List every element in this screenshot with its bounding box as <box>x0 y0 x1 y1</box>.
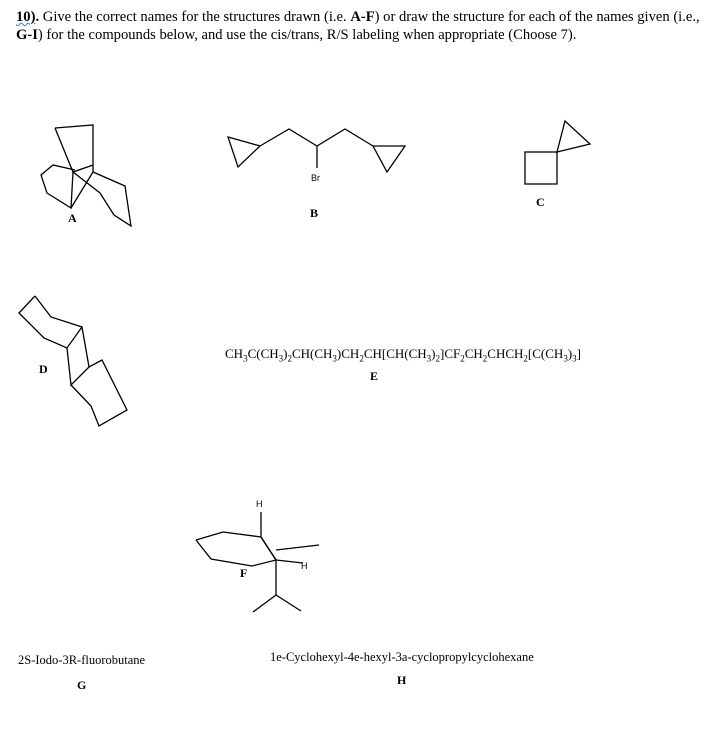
compound-name-h: 1e-Cyclohexyl-4e-hexyl-3a-cyclopropylcyclohexane <box>270 650 534 664</box>
label-h: H <box>397 673 407 687</box>
label-g: G <box>77 678 87 692</box>
formula-e: $CH_3C(CH_3)_2CH(CH_3)CH_2CH[CH(CH_3)_2]CF_2CH_2CHCH_2[C(CH_3)_3]$ <box>225 346 581 364</box>
compound-name-g: 2S-Iodo-3R-fluorobutane <box>18 653 146 667</box>
structure-d-drawing <box>19 296 127 426</box>
structure-b-drawing <box>228 129 405 172</box>
bromine-atom: Br <box>311 173 320 183</box>
hydrogen-top-atom: H <box>256 499 263 509</box>
label-a: A <box>68 211 77 225</box>
structure-c-drawing <box>525 121 590 184</box>
question-number: 10) <box>16 9 36 25</box>
label-e: E <box>370 369 379 383</box>
label-f: F <box>240 566 248 580</box>
structure-a-drawing <box>41 125 131 226</box>
label-b: B <box>310 206 319 220</box>
hydrogen-right-atom: H <box>301 561 308 571</box>
label-d: D <box>39 362 48 376</box>
question-text: 10). Give the correct names for the structures drawn (i.e. A-F) or draw the structure for each of the names given (i.e., G-I) for the compounds below, and use the cis/trans, R/S labeling when appropriate (Choose 7). <box>16 9 700 43</box>
label-c: C <box>536 195 545 209</box>
